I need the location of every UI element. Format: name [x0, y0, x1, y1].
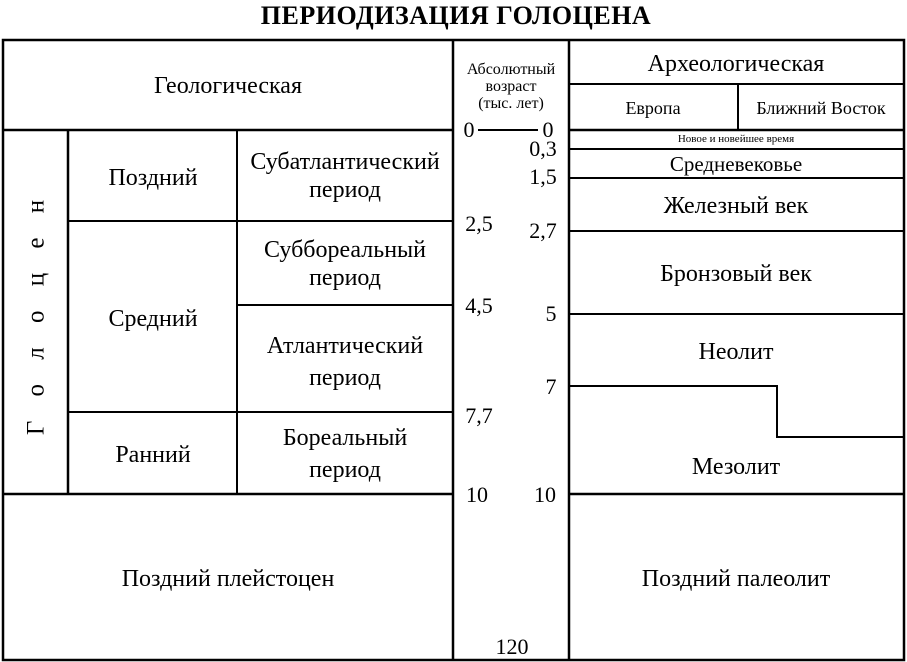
period-boreal-name: Бореальный: [282, 425, 408, 451]
near-east-header: Ближний Восток: [756, 98, 886, 118]
geo-age-10: 10: [466, 482, 488, 507]
neolithic-mesolithic-step: [569, 386, 904, 437]
period-subatlantic-name: Субатлантический: [250, 149, 440, 175]
stage-early: Ранний: [115, 442, 191, 468]
page-title: ПЕРИОДИЗАЦИЯ ГОЛОЦЕНА: [260, 1, 652, 30]
arch-age-1-5: 1,5: [529, 164, 557, 189]
late-pleistocene: Поздний плейстоцен: [121, 566, 335, 592]
geo-age-4-5: 4,5: [465, 293, 493, 318]
age-header-line-3: (тыс. лет): [478, 95, 544, 112]
arch-age-10: 10: [534, 482, 556, 507]
geological-header: Геологическая: [153, 73, 303, 99]
age-header-line-1: Абсолютный: [466, 61, 556, 78]
age-header-line-2: возраст: [485, 78, 537, 95]
arch-period-modern: Новое и новейшее время: [677, 133, 795, 145]
geo-age-0: 0: [463, 117, 475, 142]
arch-period-medieval: Средневековье: [669, 152, 803, 176]
arch-age-7: 7: [545, 374, 557, 399]
period-boreal-word: период: [309, 457, 381, 483]
arch-age-5: 5: [545, 301, 557, 326]
archaeological-header: Археологическая: [647, 51, 825, 77]
stage-middle: Средний: [108, 306, 198, 332]
arch-period-bronze-age: Бронзовый век: [660, 261, 812, 287]
stage-late: Поздний: [108, 165, 198, 191]
geo-age-120: 120: [495, 634, 529, 659]
europe-header: Европа: [625, 98, 681, 118]
period-subatlantic-word: период: [309, 177, 381, 203]
arch-age-0-3: 0,3: [529, 136, 557, 161]
period-atlantic-name: Атлантический: [266, 333, 424, 359]
arch-period-neolithic: Неолит: [698, 339, 774, 365]
arch-age-0: 0: [542, 117, 554, 142]
geo-age-7-7: 7,7: [465, 403, 493, 428]
period-atlantic-word: период: [309, 365, 381, 391]
geo-age-2-5: 2,5: [465, 211, 493, 236]
arch-period-iron-age: Железный век: [663, 193, 809, 219]
period-subboreal-name: Суббореальный: [263, 237, 427, 263]
late-paleolithic: Поздний палеолит: [641, 566, 831, 592]
arch-period-mesolithic: Мезолит: [691, 454, 781, 480]
epoch-label: Г о л о ц е н: [22, 190, 50, 436]
arch-age-2-7: 2,7: [529, 218, 557, 243]
period-subboreal-word: период: [309, 265, 381, 291]
